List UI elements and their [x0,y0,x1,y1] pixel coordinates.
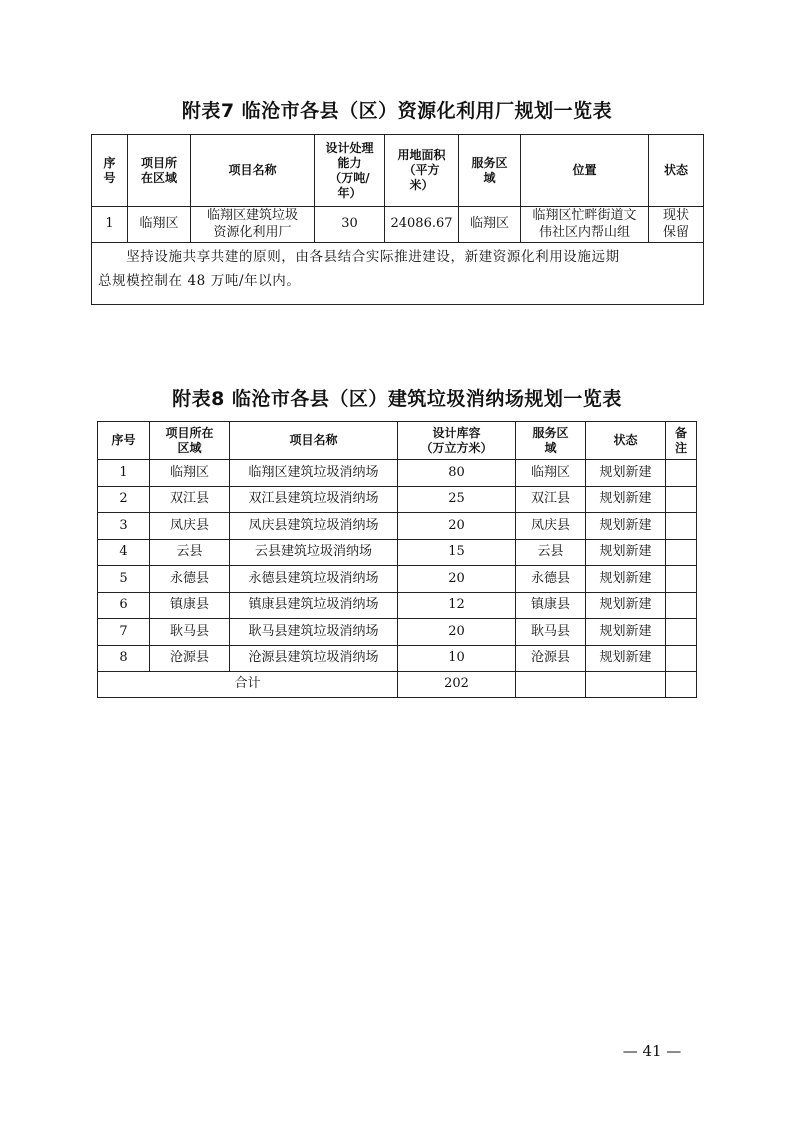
t8-total-remark [666,672,697,698]
t8-cell-name: 永德县建筑垃圾消纳场 [230,566,398,593]
t8-cell-name: 沧源县建筑垃圾消纳场 [230,645,398,672]
t8-cell-status: 规划新建 [586,513,666,540]
t8-header-name: 项目名称 [230,422,398,460]
t8-cell-status: 规划新建 [586,645,666,672]
t8-cell-name: 云县建筑垃圾消纳场 [230,539,398,566]
table-row [92,207,704,243]
t8-cell-status: 规划新建 [586,460,666,487]
t8-cell-remark [666,460,697,487]
t7-cell-capacity: 30 [315,207,385,243]
t8-cell-remark [666,645,697,672]
t8-cell-area: 永德县 [150,566,230,593]
table-row [98,513,697,540]
t7-header-area: 项目所 在区域 [128,135,191,207]
t8-cell-status: 规划新建 [586,619,666,646]
t8-cell-service: 沧源县 [516,645,586,672]
page-number: — 41 — [622,1042,682,1060]
t8-total-status [586,672,666,698]
t8-header-no: 序号 [98,422,150,460]
t8-cell-service: 云县 [516,539,586,566]
t7-cell-location: 临翔区忙畔街道文 伟社区内帮山组 [521,207,649,243]
t8-cell-area: 临翔区 [150,460,230,487]
t7-header-service: 服务区 域 [459,135,521,207]
t8-cell-volume: 15 [398,539,516,566]
t8-cell-no: 6 [98,592,150,619]
t8-cell-service: 镇康县 [516,592,586,619]
table7-header-row [92,135,704,207]
t8-cell-no: 2 [98,486,150,513]
t7-cell-land: 24086.67 [385,207,459,243]
t7-header-capacity: 设计处理 能力 （万吨/ 年） [315,135,385,207]
t8-cell-remark [666,486,697,513]
t8-header-volume: 设计库容 （万立方米） [398,422,516,460]
t8-cell-status: 规划新建 [586,592,666,619]
table7-title: 附表7 临沧市各县（区）资源化利用厂规划一览表 [181,100,613,122]
t8-cell-status: 规划新建 [586,486,666,513]
t8-header-service: 服务区 域 [516,422,586,460]
t8-cell-service: 双江县 [516,486,586,513]
table-row [98,460,697,487]
t8-cell-no: 7 [98,619,150,646]
table7-note: 坚持设施共享共建的原则，由各县结合实际推进建设，新建资源化利用设施远期 总规模控制在 48 万吨/年以内。 [92,243,704,305]
t7-cell-area: 临翔区 [128,207,191,243]
t8-cell-area: 云县 [150,539,230,566]
t8-cell-volume: 10 [398,645,516,672]
t7-header-no: 序 号 [92,135,128,207]
t8-cell-name: 双江县建筑垃圾消纳场 [230,486,398,513]
t8-cell-service: 永德县 [516,566,586,593]
table7-note-row [92,243,704,305]
t8-cell-volume: 20 [398,619,516,646]
table8-title: 附表8 临沧市各县（区）建筑垃圾消纳场规划一览表 [172,388,622,410]
t8-cell-service: 凤庆县 [516,513,586,540]
t8-cell-status: 规划新建 [586,539,666,566]
table8 [97,421,697,698]
table8-body [98,460,697,672]
table8-header-row [98,422,697,460]
t8-cell-no: 1 [98,460,150,487]
t8-cell-name: 镇康县建筑垃圾消纳场 [230,592,398,619]
t8-cell-service: 临翔区 [516,460,586,487]
t8-cell-name: 临翔区建筑垃圾消纳场 [230,460,398,487]
t8-cell-remark [666,566,697,593]
t7-header-location: 位置 [521,135,649,207]
t8-cell-remark [666,513,697,540]
table-row [98,539,697,566]
t8-cell-status: 规划新建 [586,566,666,593]
t8-cell-volume: 25 [398,486,516,513]
t8-total-volume: 202 [398,672,516,698]
t8-header-status: 状态 [586,422,666,460]
table-row [98,566,697,593]
t8-cell-area: 沧源县 [150,645,230,672]
t8-cell-area: 耿马县 [150,619,230,646]
t7-cell-status: 现状 保留 [649,207,704,243]
t7-header-land: 用地面积 （平方 米） [385,135,459,207]
t8-cell-volume: 20 [398,566,516,593]
t8-cell-volume: 12 [398,592,516,619]
t8-cell-service: 耿马县 [516,619,586,646]
t8-cell-remark [666,619,697,646]
table7 [91,134,704,305]
table-row [98,486,697,513]
t8-cell-remark [666,539,697,566]
t7-cell-no: 1 [92,207,128,243]
t8-cell-no: 4 [98,539,150,566]
t8-cell-area: 镇康县 [150,592,230,619]
t8-cell-no: 3 [98,513,150,540]
t8-header-area: 项目所在 区域 [150,422,230,460]
t8-cell-remark [666,592,697,619]
t8-header-remark: 备 注 [666,422,697,460]
table-row [98,645,697,672]
t8-cell-volume: 20 [398,513,516,540]
t7-header-name: 项目名称 [191,135,315,207]
t8-cell-name: 凤庆县建筑垃圾消纳场 [230,513,398,540]
t7-cell-name: 临翔区建筑垃圾 资源化利用厂 [191,207,315,243]
t8-total-service [516,672,586,698]
t7-header-status: 状态 [649,135,704,207]
t8-cell-no: 5 [98,566,150,593]
table8-total-row [98,672,697,698]
table-row [98,619,697,646]
t8-cell-area: 双江县 [150,486,230,513]
t7-cell-service: 临翔区 [459,207,521,243]
t8-cell-volume: 80 [398,460,516,487]
t8-cell-no: 8 [98,645,150,672]
t8-total-label: 合计 [98,672,398,698]
t8-cell-area: 凤庆县 [150,513,230,540]
table-row [98,592,697,619]
t8-cell-name: 耿马县建筑垃圾消纳场 [230,619,398,646]
